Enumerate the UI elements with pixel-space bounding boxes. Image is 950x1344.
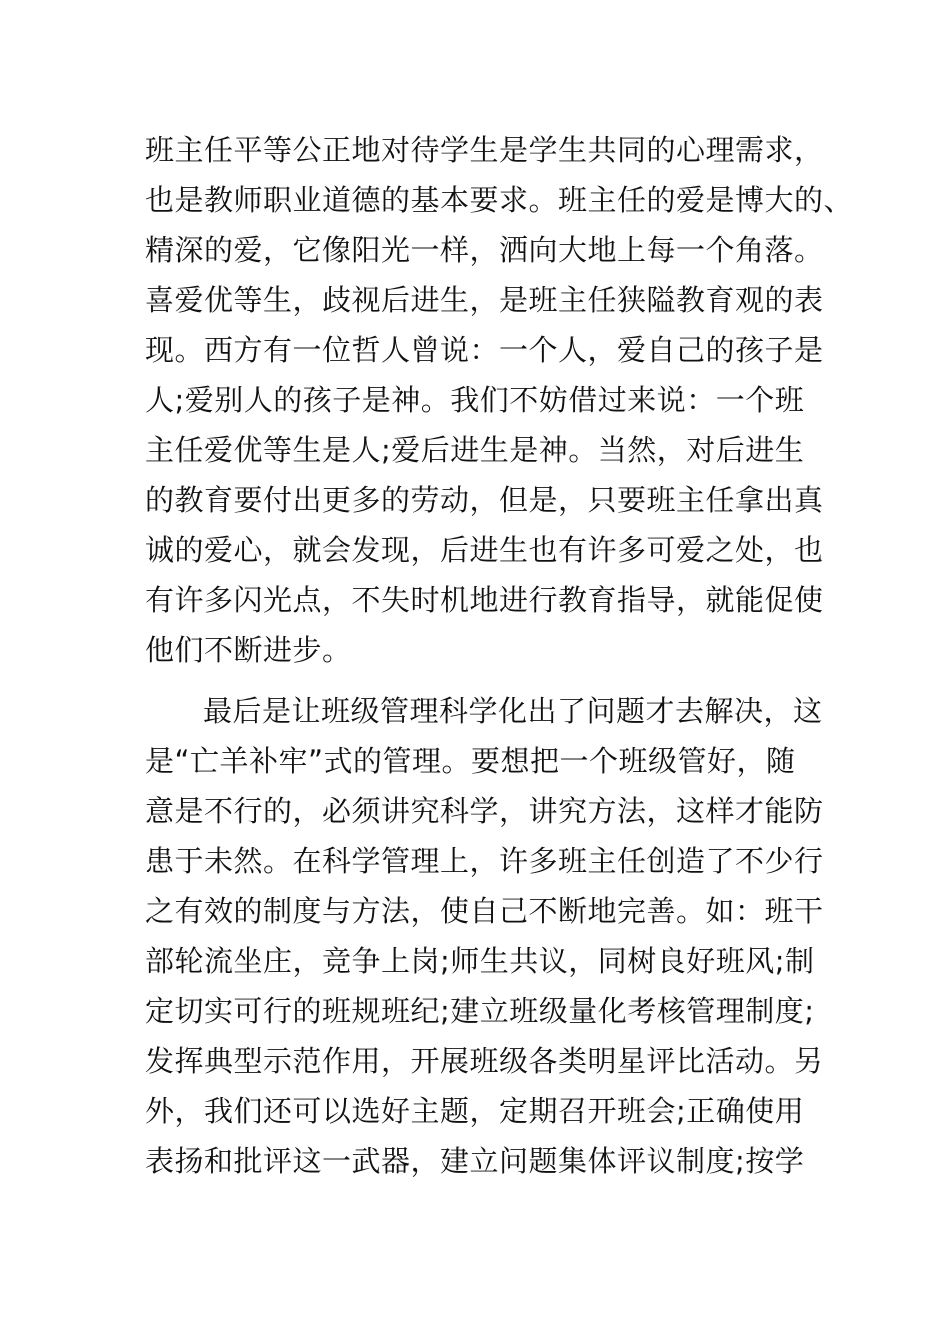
paragraph-line: 之有效的制度与方法，使自己不断地完善。如：班干: [145, 894, 824, 928]
paragraph-line: 部轮流坐庄，竞争上岗;师生共议，同树良好班风;制: [145, 944, 815, 978]
paragraph-2: [145, 686, 825, 1186]
paragraph-line: 喜爱优等生，歧视后进生，是班主任狭隘教育观的表: [145, 283, 824, 317]
paragraph-line: 他们不断进步。: [145, 633, 352, 667]
paragraph-line: 班主任平等公正地对待学生是学生共同的心理需求，: [145, 133, 824, 167]
paragraph-line: 最后是让班级管理科学化出了问题才去解决，这: [203, 694, 823, 728]
paragraph-line: 定切实可行的班规班纪;建立班级量化考核管理制度;: [145, 994, 815, 1028]
paragraph-line: 是“亡羊补牢”式的管理。要想把一个班级管好，随: [145, 744, 796, 778]
paragraph-line: 意是不行的，必须讲究科学，讲究方法，这样才能防: [145, 794, 824, 828]
paragraph-line: 发挥典型示范作用，开展班级各类明星评比活动。另: [145, 1044, 824, 1078]
paragraph-line: 精深的爱，它像阳光一样，洒向大地上每一个角落。: [145, 233, 824, 267]
paragraph-line: 主任爱优等生是人;爱后进生是神。当然，对后进生: [145, 433, 805, 467]
paragraph-line: 人;爱别人的孩子是神。我们不妨借过来说：一个班: [145, 383, 805, 417]
paragraph-line: 现。西方有一位哲人曾说：一个人，爱自己的孩子是: [145, 333, 824, 367]
paragraph-line: 表扬和批评这一武器，建立问题集体评议制度;按学: [145, 1144, 805, 1178]
paragraph-line: 的教育要付出更多的劳动，但是，只要班主任拿出真: [145, 483, 824, 517]
paragraph-line: 外，我们还可以选好主题，定期召开班会;正确使用: [145, 1094, 805, 1128]
paragraph-line: 患于未然。在科学管理上，许多班主任创造了不少行: [145, 844, 824, 878]
paragraph-line: 有许多闪光点，不失时机地进行教育指导，就能促使: [145, 583, 824, 617]
paragraph-line: 诚的爱心，就会发现，后进生也有许多可爱之处，也: [145, 533, 824, 567]
paragraph-line: 也是教师职业道德的基本要求。班主任的爱是博大的、: [145, 183, 854, 217]
paragraph-1: [145, 125, 854, 675]
